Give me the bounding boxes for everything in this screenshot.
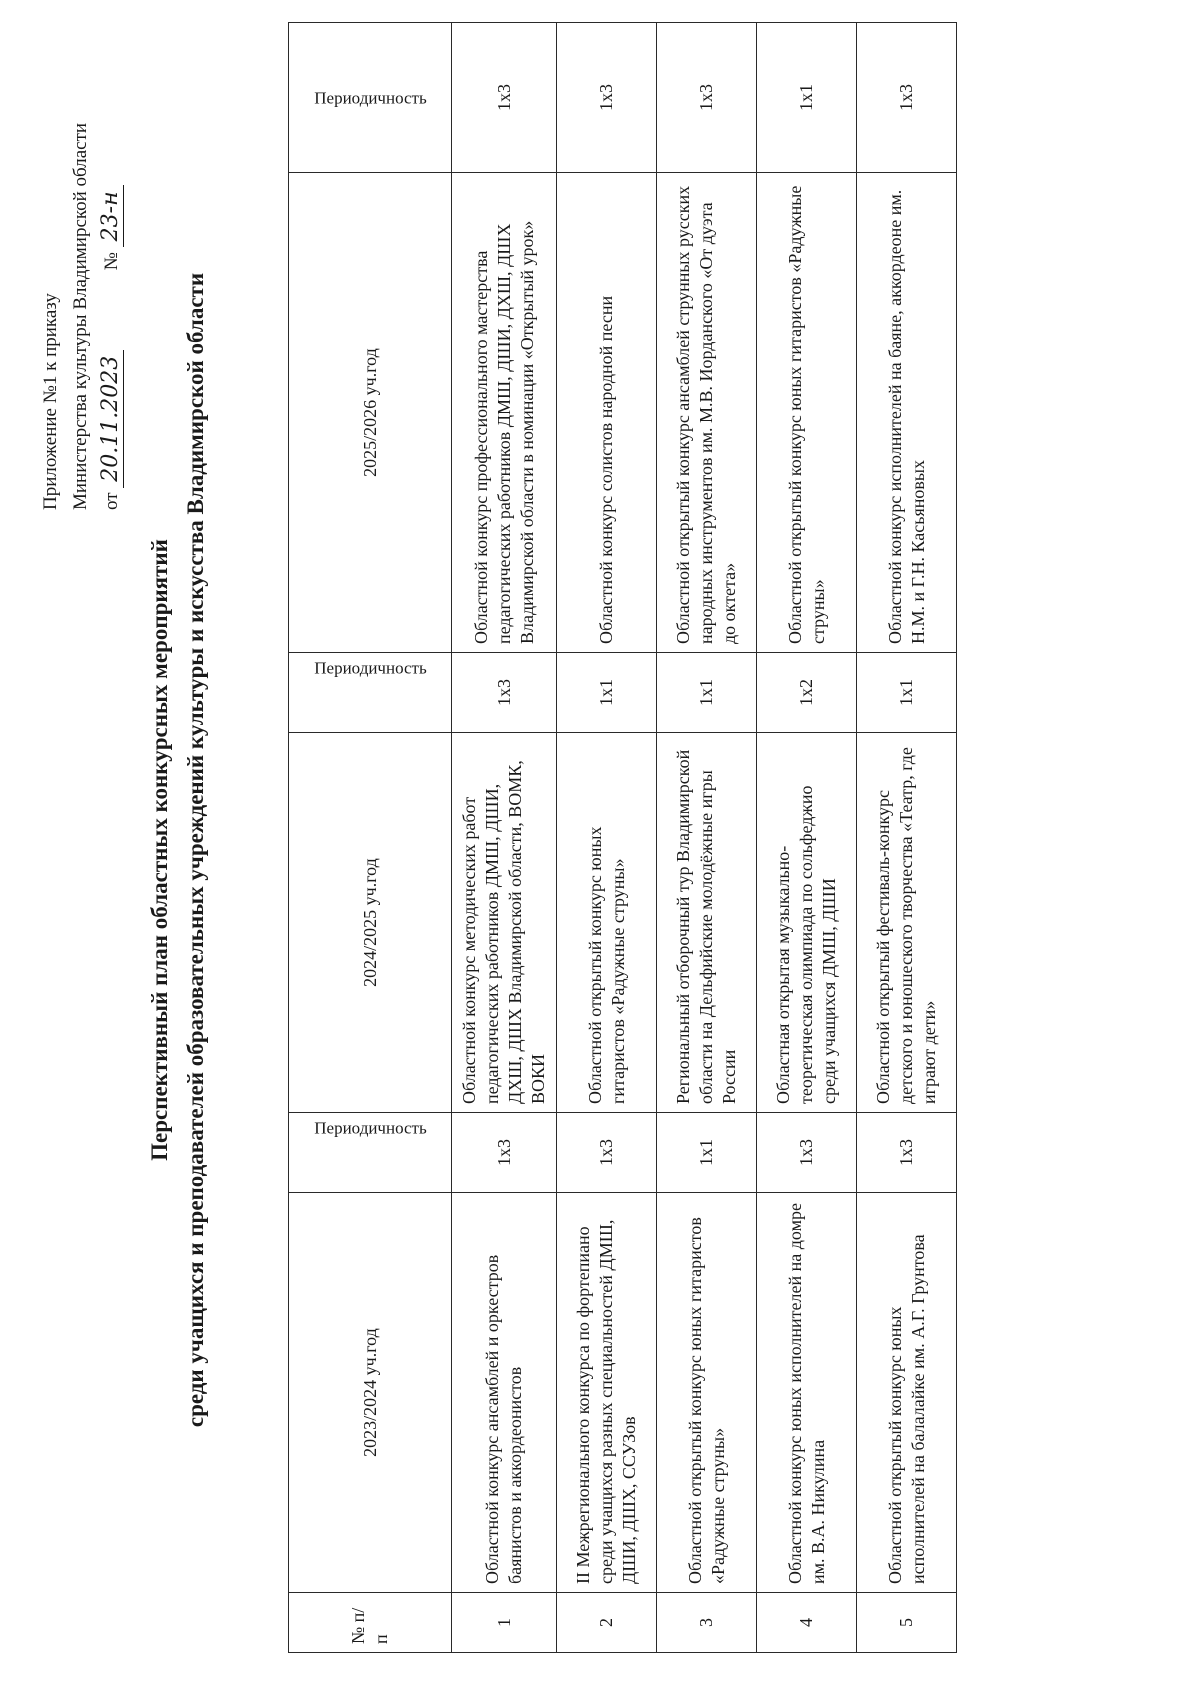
period-2023: 1х1: [657, 1113, 757, 1193]
table-row: [857, 23, 957, 1653]
header-period-2024: [289, 653, 452, 733]
title-line-1: Перспективный план областных конкурсных мероприятий: [147, 539, 172, 1161]
period-2023: 1х3: [452, 1113, 557, 1193]
row-number: 5: [857, 1593, 957, 1653]
period-2024: 1х1: [657, 653, 757, 733]
table-row: [452, 23, 557, 1653]
annex-reference: [36, 40, 127, 510]
row-number: 1: [452, 1593, 557, 1653]
header-period-2025: [289, 23, 452, 173]
header-period-label: Периодичность: [313, 1118, 427, 1138]
event-2025: Областной конкурс профессионального мастерства педагогических работников ДМШ, ДШИ, ДХШ, ДШХ Владимирской области в номинации «Открытый урок»: [452, 173, 557, 653]
document-title: [142, 85, 214, 1615]
header-period-2023: [289, 1113, 452, 1193]
event-2024: Областная открытая музыкально-теоретическая олимпиада по сольфеджио среди учащихся ДМШ, ДШИ: [757, 733, 857, 1113]
period-2023: 1х3: [557, 1113, 657, 1193]
annex-line-1: Приложение №1 к приказу: [40, 293, 61, 510]
header-year-2023: 2023/2024 уч.год: [289, 1193, 452, 1593]
event-2025: Областной конкурс солистов народной песни: [557, 173, 657, 653]
event-2024: Областной конкурс методических работ педагогических работников ДМШ, ДШИ, ДХШ, ДШХ Владимирской области, ВОМК, ВОКИ: [452, 733, 557, 1113]
table-row: [757, 23, 857, 1653]
event-2025: Областной конкурс исполнителей на баяне, аккордеоне им. Н.М. и Г.Н. Касьяновых: [857, 173, 957, 653]
period-2024: 1х1: [857, 653, 957, 733]
title-line-2: среди учащихся и преподавателей образовательных учреждений культуры и искусства Владимирской области: [183, 272, 208, 1428]
events-plan-table: [288, 22, 957, 1653]
event-2024: Региональный отборочный тур Владимирской области на Дельфийские молодёжные игры России: [657, 733, 757, 1113]
table-header-row: [289, 23, 452, 1653]
event-2025: Областной открытый конкурс юных гитаристов «Радужные струны»: [757, 173, 857, 653]
event-2024: Областной открытый конкурс юных гитаристов «Радужные струны»: [557, 733, 657, 1113]
annex-number: 23-н: [98, 185, 124, 247]
event-2023: Областной конкурс ансамблей и оркестров баянистов и аккордеонистов: [452, 1193, 557, 1593]
annex-order-line: [96, 40, 127, 510]
period-2024: 1х3: [452, 653, 557, 733]
event-2024: Областной открытый фестиваль-конкурс детского и юношеского творчества «Театр, где играют дети»: [857, 733, 957, 1113]
header-number: № п/п: [289, 1593, 452, 1653]
header-year-2024: 2024/2025 уч.год: [289, 733, 452, 1113]
table-row: [657, 23, 757, 1653]
period-2023: 1х3: [857, 1113, 957, 1193]
event-2025: Областной открытый конкурс ансамблей струнных русских народных инструментов им. М.В. Иорданского «От дуэта до октета»: [657, 173, 757, 653]
header-year-2025: 2025/2026 уч.год: [289, 173, 452, 653]
period-2025: 1х1: [757, 23, 857, 173]
header-period-label: Периодичность: [313, 88, 427, 108]
event-2023: Областной открытый конкурс юных гитаристов «Радужные струны»: [657, 1193, 757, 1593]
annex-number-label: №: [101, 252, 122, 271]
period-2025: 1х3: [657, 23, 757, 173]
annex-date: 20.11.2023: [98, 350, 124, 488]
header-period-label: Периодичность: [313, 658, 427, 678]
row-number: 2: [557, 1593, 657, 1653]
period-2023: 1х3: [757, 1113, 857, 1193]
period-2025: 1х3: [857, 23, 957, 173]
period-2024: 1х1: [557, 653, 657, 733]
annex-from-label: от: [101, 492, 122, 510]
row-number: 4: [757, 1593, 857, 1653]
period-2025: 1х3: [452, 23, 557, 173]
table-row: [557, 23, 657, 1653]
period-2025: 1х3: [557, 23, 657, 173]
annex-line-2: Министерства культуры Владимирской области: [70, 122, 91, 510]
period-2024: 1х2: [757, 653, 857, 733]
row-number: 3: [657, 1593, 757, 1653]
event-2023: Областной конкурс юных исполнителей на домре им. В.А. Никулина: [757, 1193, 857, 1593]
event-2023: Областной открытый конкурс юных исполнителей на балалайке им. А.Г. Грунтова: [857, 1193, 957, 1593]
event-2023: II Межрегионального конкурса по фортепиано среди учащихся разных специальностей ДМШ, ДШИ, ДШХ, ССУЗов: [557, 1193, 657, 1593]
